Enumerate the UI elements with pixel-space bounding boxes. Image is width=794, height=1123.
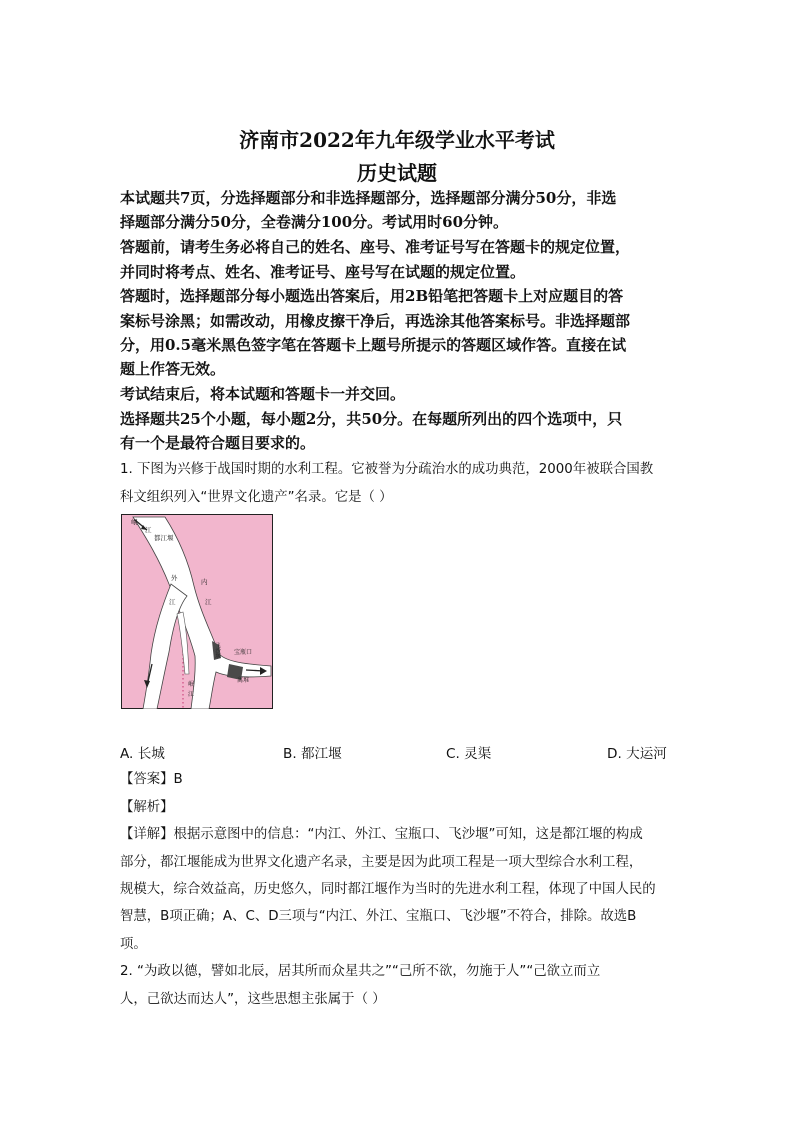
- map-label-bottom-min: 岷: [188, 681, 195, 688]
- instruction-line: 答题前，请考生务必将自己的姓名、座号、准考证号写在答题卡的规定位置，: [120, 238, 631, 256]
- option-c[interactable]: C. 灵渠: [446, 746, 492, 762]
- page-title: 济南市2022年九年级学业水平考试: [239, 128, 555, 152]
- instruction-line: 本试题共7页，分选择题部分和非选择题部分，选择题部分满分50分，非选: [120, 189, 617, 207]
- instruction-line: 答题时，选择题部分每小题选出答案后，用2B铅笔把答题卡上对应题目的答: [120, 287, 624, 305]
- page-subtitle: 历史试题: [357, 161, 437, 185]
- instruction-line: 择题部分满分50分，全卷满分100分。考试用时60分钟。: [120, 213, 509, 231]
- map-label-jiang-top: 江: [145, 526, 152, 534]
- question-stem: 2. “为政以德，譬如北辰，居其所而众星共之”“己所不欲，勿施于人”“己欲立而立: [120, 964, 601, 979]
- map-label-lidui: 离堆: [237, 677, 250, 684]
- map-label-nei-jiang: 江: [205, 598, 212, 606]
- map-label-dujiangyan: 都江堰: [154, 534, 174, 542]
- question-stem: 人，己欲达而达人”，这些思想主张属于（ ）: [120, 992, 386, 1007]
- analysis-line: 规模大，综合效益高，历史悠久，同时都江堰作为当时的先进水利工程，体现了中国人民的: [120, 882, 656, 897]
- map-label-nei: 内: [201, 578, 208, 586]
- instruction-line: 案标号涂黑；如需改动，用橡皮擦干净后，再选涂其他答案标号。非选择题部: [120, 312, 631, 330]
- option-d[interactable]: D. 大运河: [607, 746, 667, 762]
- analysis-line: 部分，都江堰能成为世界文化遗产名录，主要是因为此项工程是一项大型综合水利工程，: [120, 855, 643, 870]
- instruction-line: 分，用0.5毫米黑色签字笔在答题卡上题号所提示的答题区域作答。直接在试: [120, 336, 627, 354]
- option-a[interactable]: A. 长城: [120, 746, 165, 762]
- analysis-line: 【详解】根据示意图中的信息：“内江、外江、宝瓶口、飞沙堰”可知，这是都江堰的构成: [120, 827, 643, 842]
- instruction-line: 并同时将考点、姓名、准考证号、座号写在试题的规定位置。: [120, 263, 526, 281]
- analysis-line: 项。: [120, 937, 147, 952]
- map-label-wai: 外: [171, 574, 178, 582]
- dujiangyan-map: [121, 514, 273, 709]
- instruction-line: 有一个是最符合题目要求的。: [120, 434, 316, 452]
- option-b[interactable]: B. 都江堰: [283, 746, 342, 762]
- analysis-label: 【解析】: [120, 800, 174, 815]
- instruction-line: 题上作答无效。: [120, 360, 226, 378]
- map-label-wai-jiang: 江: [169, 598, 176, 606]
- analysis-line: 智慧，B项正确；A、C、D三项与“内江、外江、宝瓶口、飞沙堰”不符合，排除。故选B: [120, 909, 637, 924]
- question-stem: 科文组织列入“世界文化遗产”名录。它是（ ）: [120, 490, 393, 505]
- instruction-line: 选择题共25个小题，每小题2分，共50分。在每题所列出的四个选项中，只: [120, 410, 623, 428]
- answer-line: 【答案】B: [120, 772, 183, 787]
- map-label-baopingkou: 宝瓶口: [234, 649, 253, 656]
- map-label-min: 岷: [131, 518, 138, 526]
- question-stem: 1. 下图为兴修于战国时期的水利工程。它被誉为分疏治水的成功典范，2000年被联合国教: [120, 462, 654, 477]
- map-label-bottom-jiang: 江: [188, 691, 195, 698]
- instruction-line: 考试结束后，将本试题和答题卡一并交回。: [120, 385, 406, 403]
- map-label-feishayan: 飞沙堰: [214, 642, 220, 659]
